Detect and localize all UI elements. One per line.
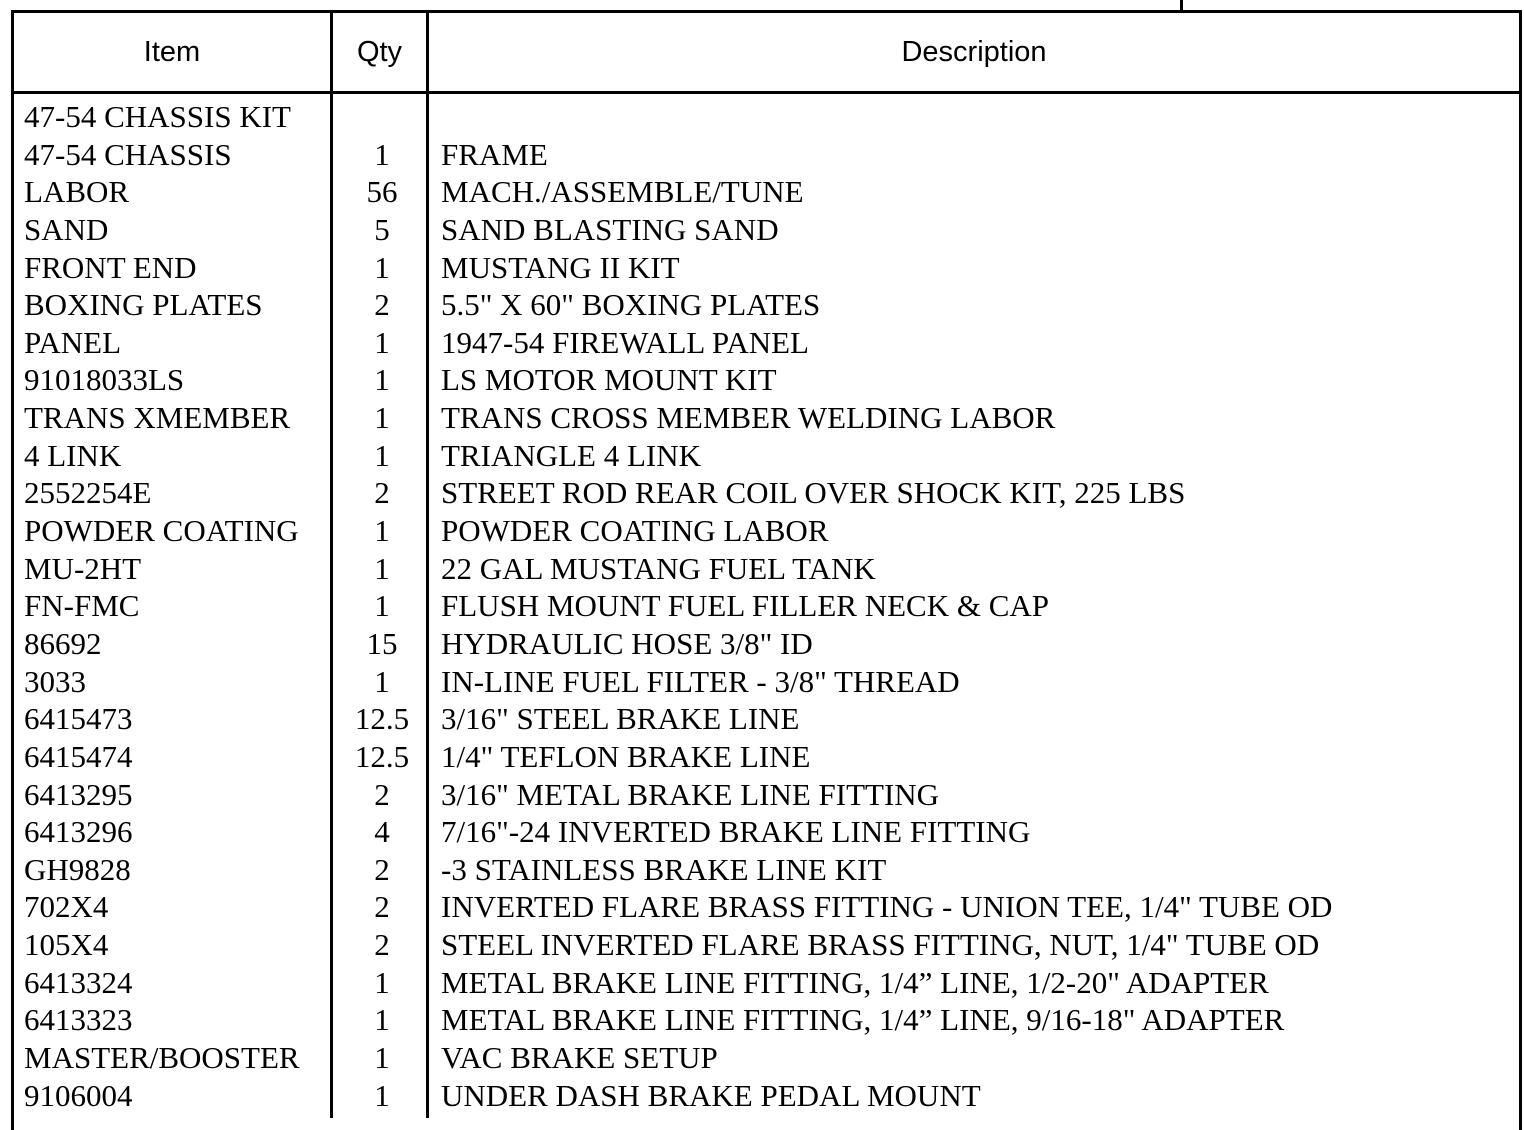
- cell-qty: 2: [374, 776, 390, 812]
- cell-description: -3 STAINLESS BRAKE LINE KIT: [441, 851, 887, 887]
- cell-item: MU-2HT: [24, 550, 142, 586]
- cell-item: 4 LINK: [24, 437, 122, 473]
- table-row: [0, 550, 1524, 588]
- table-row: [0, 738, 1524, 776]
- cell-description: LS MOTOR MOUNT KIT: [441, 362, 777, 398]
- table-row: [0, 324, 1524, 362]
- cell-item: 3033: [24, 663, 86, 699]
- cell-qty: 5: [374, 211, 390, 247]
- cell-description: 1947-54 FIREWALL PANEL: [441, 324, 809, 360]
- table-row: [0, 851, 1524, 889]
- cell-item: 91018033LS: [24, 362, 185, 398]
- cell-qty: 1: [374, 136, 390, 172]
- cell-qty: 15: [366, 625, 398, 661]
- cell-item: 2552254E: [24, 475, 152, 511]
- table-row: [0, 964, 1524, 1002]
- table-row: [0, 888, 1524, 926]
- table-row: [0, 625, 1524, 663]
- table-row: [0, 776, 1524, 814]
- cell-description: SAND BLASTING SAND: [441, 211, 779, 247]
- cell-qty: 2: [374, 287, 390, 323]
- cell-qty: 2: [374, 889, 390, 925]
- cell-qty: 12.5: [354, 701, 410, 737]
- cell-description: VAC BRAKE SETUP: [441, 1040, 718, 1076]
- cell-qty: 1: [374, 437, 390, 473]
- cell-qty: 1: [374, 1077, 390, 1113]
- cell-description: METAL BRAKE LINE FITTING, 1/4” LINE, 9/16-18" ADAPTER: [441, 1002, 1285, 1038]
- cell-qty: 2: [374, 927, 390, 963]
- table-row: [0, 136, 1524, 174]
- cell-qty: 1: [374, 1002, 390, 1038]
- table-row: [0, 813, 1524, 851]
- cell-qty: 1: [374, 588, 390, 624]
- cell-qty: 56: [366, 174, 398, 210]
- cell-description: 5.5" X 60" BOXING PLATES: [441, 287, 821, 323]
- table-row: [0, 249, 1524, 287]
- table-row: [0, 399, 1524, 437]
- cell-qty: 4: [374, 814, 390, 850]
- table-row: [0, 587, 1524, 625]
- cell-item: 6415474: [24, 738, 133, 774]
- cell-item: 6413323: [24, 1002, 133, 1038]
- cell-item: PANEL: [24, 324, 122, 360]
- table-row: [0, 437, 1524, 475]
- cell-item: LABOR: [24, 174, 130, 210]
- table-row: [0, 926, 1524, 964]
- table-row: [0, 211, 1524, 249]
- cell-description: IN-LINE FUEL FILTER - 3/8" THREAD: [441, 663, 960, 699]
- table-row: [0, 1039, 1524, 1077]
- cell-description: METAL BRAKE LINE FITTING, 1/4” LINE, 1/2-20" ADAPTER: [441, 964, 1269, 1000]
- cell-item: SAND: [24, 211, 109, 247]
- table-row: [0, 700, 1524, 738]
- cell-qty: 1: [374, 964, 390, 1000]
- column-header-item: Item: [143, 35, 201, 68]
- table-body: [0, 98, 1524, 1114]
- cell-item: MASTER/BOOSTER: [24, 1040, 300, 1076]
- cell-qty: 1: [374, 550, 390, 586]
- cell-description: MACH./ASSEMBLE/TUNE: [441, 174, 804, 210]
- column-header-qty: Qty: [356, 35, 403, 68]
- cell-description: POWDER COATING LABOR: [441, 513, 829, 549]
- cell-qty: 12.5: [354, 738, 410, 774]
- cell-description: TRANS CROSS MEMBER WELDING LABOR: [441, 400, 1056, 436]
- cell-item: 86692: [24, 625, 102, 661]
- cell-qty: 2: [374, 851, 390, 887]
- cell-item: POWDER COATING: [24, 513, 299, 549]
- table-row: [0, 98, 1524, 136]
- cell-description: 7/16"-24 INVERTED BRAKE LINE FITTING: [441, 814, 1031, 850]
- cell-item: 6413295: [24, 776, 133, 812]
- cell-item: FRONT END: [24, 249, 197, 285]
- table-row: [0, 286, 1524, 324]
- table-row: [0, 1077, 1524, 1115]
- cell-item: 9106004: [24, 1077, 133, 1113]
- cell-item: FN-FMC: [24, 588, 140, 624]
- cell-description: MUSTANG II KIT: [441, 249, 680, 285]
- cell-description: FLUSH MOUNT FUEL FILLER NECK & CAP: [441, 588, 1049, 624]
- table-row: [0, 663, 1524, 701]
- cell-description: INVERTED FLARE BRASS FITTING - UNION TEE, 1/4" TUBE OD: [441, 889, 1333, 925]
- header-divider: [11, 91, 1522, 94]
- cell-item: TRANS XMEMBER: [24, 400, 291, 436]
- cell-item: 105X4: [24, 927, 109, 963]
- table-row: [0, 474, 1524, 512]
- cell-qty: 1: [374, 1040, 390, 1076]
- cell-item: GH9828: [24, 851, 131, 887]
- table-row: [0, 1001, 1524, 1039]
- cell-description: STEEL INVERTED FLARE BRASS FITTING, NUT, 1/4" TUBE OD: [441, 927, 1320, 963]
- cell-description: 22 GAL MUSTANG FUEL TANK: [441, 550, 876, 586]
- column-header-description: Description: [901, 35, 1047, 68]
- cell-item: 702X4: [24, 889, 109, 925]
- cell-description: 1/4" TEFLON BRAKE LINE: [441, 738, 811, 774]
- table-row: [0, 512, 1524, 550]
- cell-description: HYDRAULIC HOSE 3/8" ID: [441, 625, 813, 661]
- cell-description: 3/16" METAL BRAKE LINE FITTING: [441, 776, 940, 812]
- cell-qty: 1: [374, 324, 390, 360]
- cell-item: 47-54 CHASSIS: [24, 136, 232, 172]
- cell-item: 6415473: [24, 701, 133, 737]
- cell-description: 3/16" STEEL BRAKE LINE: [441, 701, 800, 737]
- cell-description: TRIANGLE 4 LINK: [441, 437, 702, 473]
- table-row: [0, 173, 1524, 211]
- cell-description: FRAME: [441, 136, 548, 172]
- cell-qty: 1: [374, 362, 390, 398]
- cell-item: 6413324: [24, 964, 133, 1000]
- cell-qty: 1: [374, 663, 390, 699]
- cell-description: STREET ROD REAR COIL OVER SHOCK KIT, 225 LBS: [441, 475, 1186, 511]
- cell-description: UNDER DASH BRAKE PEDAL MOUNT: [441, 1077, 981, 1113]
- cell-qty: 2: [374, 475, 390, 511]
- cell-item: BOXING PLATES: [24, 287, 263, 323]
- cell-qty: 1: [374, 513, 390, 549]
- cell-item: 6413296: [24, 814, 133, 850]
- cell-item: 47-54 CHASSIS KIT: [24, 99, 291, 134]
- cell-qty: 1: [374, 249, 390, 285]
- table-row: [0, 361, 1524, 399]
- cell-qty: 1: [374, 400, 390, 436]
